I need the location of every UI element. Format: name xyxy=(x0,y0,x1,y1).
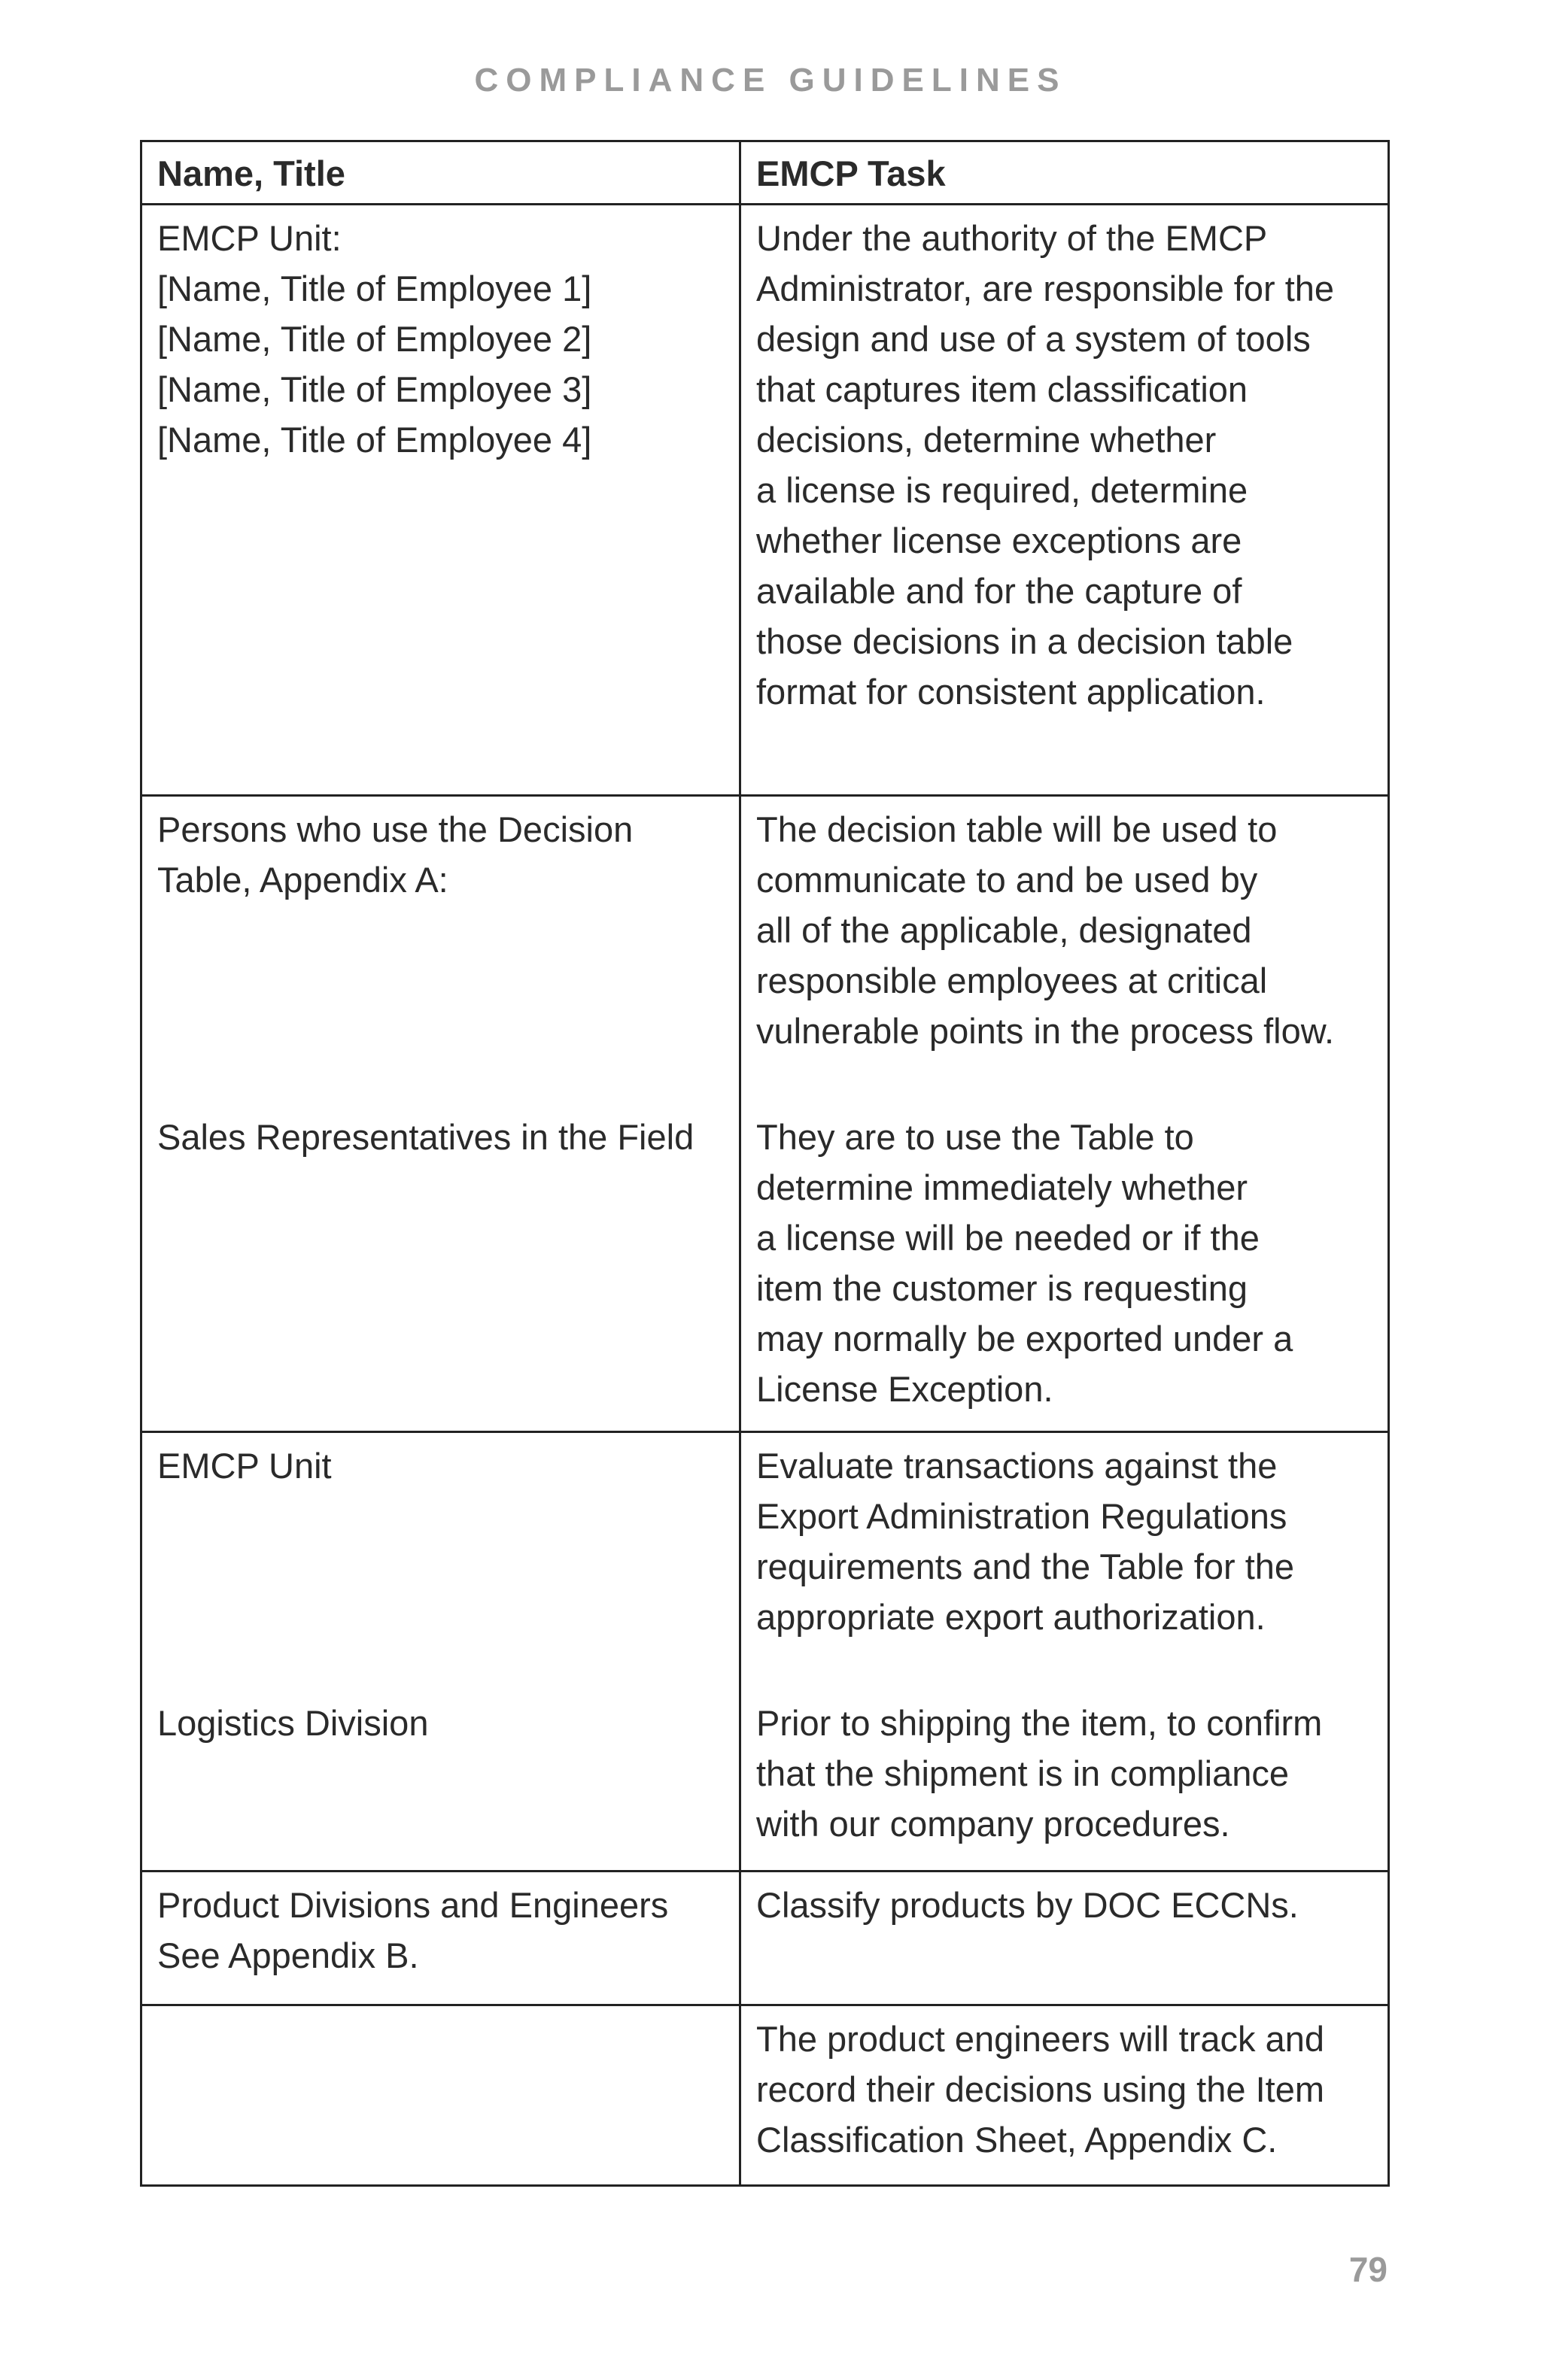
emcp-task-table-container xyxy=(140,140,1388,2187)
cell-line: appropriate export authorization. xyxy=(756,1597,1266,1637)
cell-spacer xyxy=(157,1491,725,1541)
cell-line: Prior to shipping the item, to confirm xyxy=(756,1703,1323,1743)
name-title-cell xyxy=(141,1432,740,1872)
cell-spacer xyxy=(157,905,725,955)
name-title-cell-empty xyxy=(141,2005,740,2186)
cell-line: whether license exceptions are xyxy=(756,521,1242,560)
cell-gap xyxy=(756,1642,1374,1698)
emcp-task-cell xyxy=(740,205,1389,796)
cell-line: Classification Sheet, Appendix C. xyxy=(756,2120,1278,2160)
name-title-cell xyxy=(141,1872,740,2005)
name-title-cell xyxy=(141,796,740,1432)
emcp-task-cell xyxy=(740,1872,1389,2005)
cell-gap xyxy=(756,1056,1374,1112)
cell-line: [Name, Title of Employee 4] xyxy=(157,420,592,460)
emcp-task-cell xyxy=(740,1432,1389,1872)
cell-line: License Exception. xyxy=(756,1369,1053,1409)
cell-line: [Name, Title of Employee 3] xyxy=(157,369,592,409)
running-head: COMPLIANCE GUIDELINES xyxy=(474,62,1067,99)
cell-line: with our company procedures. xyxy=(756,1804,1230,1844)
cell-line: a license is required, determine xyxy=(756,470,1248,510)
cell-line: Under the authority of the EMCP xyxy=(756,218,1268,258)
table-row xyxy=(141,205,1389,796)
cell-line: [Name, Title of Employee 2] xyxy=(157,319,592,359)
cell-line: Administrator, are responsible for the xyxy=(756,269,1335,308)
cell-line: decisions, determine whether xyxy=(756,420,1217,460)
cell-line: Product Divisions and Engineers xyxy=(157,1885,669,1925)
table-row xyxy=(141,2005,1389,2186)
cell-line: Table, Appendix A: xyxy=(157,860,448,900)
cell-line: record their decisions using the Item xyxy=(756,2069,1324,2109)
cell-line: [Name, Title of Employee 1] xyxy=(157,269,592,308)
cell-line: The product engineers will track and xyxy=(756,2019,1325,2059)
cell-line: format for consistent application. xyxy=(756,672,1266,712)
column-header-emcp-task: EMCP Task xyxy=(740,141,1389,205)
cell-line: They are to use the Table to xyxy=(756,1117,1194,1157)
cell-spacer xyxy=(157,1592,725,1642)
table-header-row xyxy=(141,141,1389,205)
name-title-cell xyxy=(141,205,740,796)
cell-gap xyxy=(157,1056,725,1112)
column-header-name-title: Name, Title xyxy=(141,141,740,205)
emcp-task-cell xyxy=(740,2005,1389,2186)
cell-line: may normally be exported under a xyxy=(756,1319,1293,1358)
cell-line: EMCP Unit: xyxy=(157,218,342,258)
cell-line: those decisions in a decision table xyxy=(756,621,1293,661)
cell-line: Persons who use the Decision xyxy=(157,809,634,849)
cell-line: See Appendix B. xyxy=(157,1935,419,1975)
cell-line: all of the applicable, designated xyxy=(756,910,1252,950)
cell-line: a license will be needed or if the xyxy=(756,1218,1260,1258)
cell-line: vulnerable points in the process flow. xyxy=(756,1011,1335,1051)
emcp-task-cell xyxy=(740,796,1389,1432)
table-row xyxy=(141,796,1389,1432)
cell-line: Sales Representatives in the Field xyxy=(157,1117,695,1157)
cell-line: responsible employees at critical xyxy=(756,961,1268,1000)
table-row xyxy=(141,1432,1389,1872)
cell-line: that the shipment is in compliance xyxy=(756,1753,1289,1793)
cell-spacer xyxy=(157,1006,725,1056)
cell-line: EMCP Unit xyxy=(157,1446,332,1486)
cell-gap xyxy=(157,1642,725,1698)
emcp-task-table xyxy=(140,140,1390,2187)
cell-spacer xyxy=(157,1541,725,1592)
cell-line: requirements and the Table for the xyxy=(756,1547,1295,1586)
cell-line: Logistics Division xyxy=(157,1703,429,1743)
cell-line: that captures item classification xyxy=(756,369,1248,409)
cell-line: Evaluate transactions against the xyxy=(756,1446,1278,1486)
cell-line: Export Administration Regulations xyxy=(756,1496,1287,1536)
cell-line: The decision table will be used to xyxy=(756,809,1278,849)
cell-line: item the customer is requesting xyxy=(756,1268,1248,1308)
cell-line: Classify products by DOC ECCNs. xyxy=(756,1885,1299,1925)
cell-spacer xyxy=(157,955,725,1006)
table-row xyxy=(141,1872,1389,2005)
page-number: 79 xyxy=(1348,2250,1388,2289)
cell-line: determine immediately whether xyxy=(756,1167,1248,1207)
cell-line: communicate to and be used by xyxy=(756,860,1258,900)
cell-line: design and use of a system of tools xyxy=(756,319,1311,359)
cell-line: available and for the capture of xyxy=(756,571,1242,611)
